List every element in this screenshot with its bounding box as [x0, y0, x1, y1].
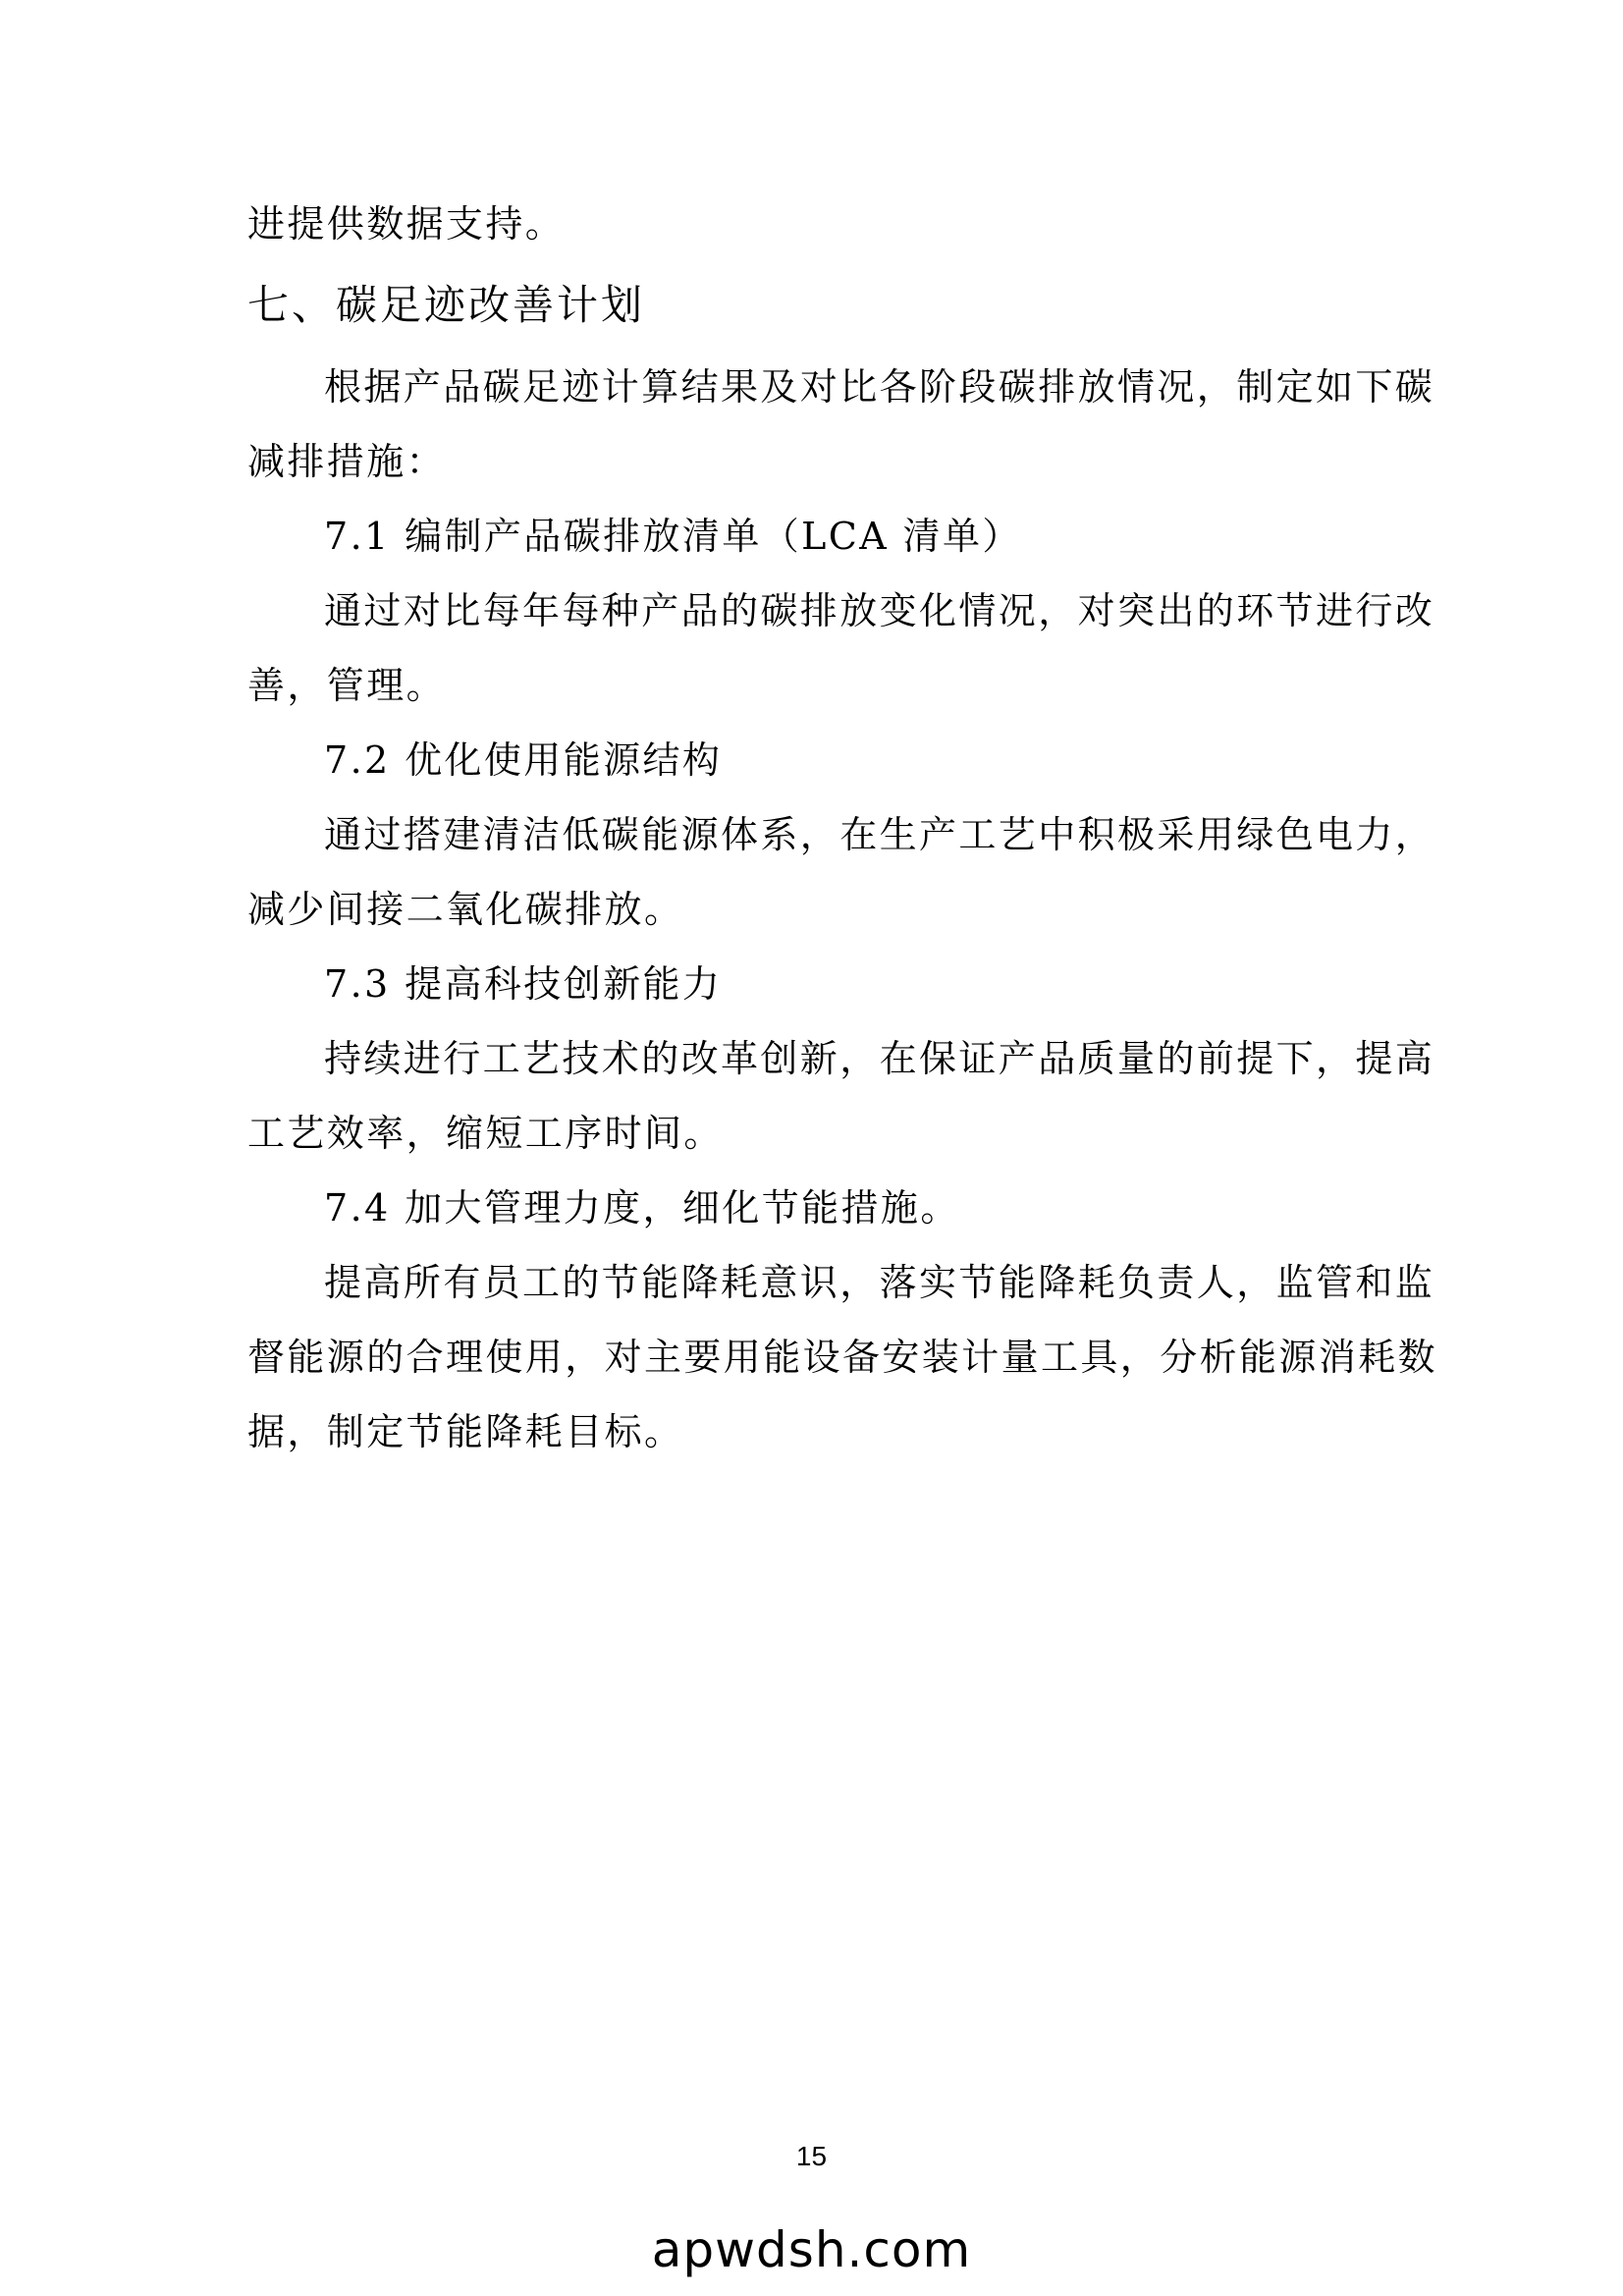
page-number: 15 [795, 2141, 828, 2171]
text-line: 督能源的合理使用，对主要用能设备安装计量工具，分析能源消耗数 [247, 1336, 1438, 1379]
text-line: 工艺效率，缩短工序时间。 [247, 1112, 724, 1155]
text-line: 据，制定节能降耗目标。 [247, 1410, 684, 1453]
text-line: 通过对比每年每种产品的碳排放变化情况，对突出的环节进行改 [324, 589, 1435, 632]
subsection-heading: 7.1 编制产品碳排放清单（LCA 清单） [324, 515, 1022, 558]
text-line: 减少间接二氧化碳排放。 [247, 888, 684, 931]
text-line: 善，管理。 [247, 664, 447, 707]
text-line: 持续进行工艺技术的改革创新，在保证产品质量的前提下，提高 [324, 1037, 1435, 1080]
text-line: 根据产品碳足迹计算结果及对比各阶段碳排放情况，制定如下碳 [324, 365, 1435, 409]
subsection-heading: 7.4 加大管理力度，细化节能措施。 [324, 1186, 960, 1230]
watermark-text: apwdsh.com [651, 2221, 972, 2278]
text-line: 进提供数据支持。 [247, 202, 566, 246]
document-body [247, 187, 1438, 1469]
subsection-heading: 7.2 优化使用能源结构 [324, 738, 723, 782]
text-line: 通过搭建清洁低碳能源体系，在生产工艺中积极采用绿色电力， [324, 813, 1435, 856]
text-line: 减排措施： [247, 440, 447, 483]
section-heading: 七、碳足迹改善计划 [247, 281, 646, 329]
subsection-heading: 7.3 提高科技创新能力 [324, 962, 723, 1006]
text-line: 提高所有员工的节能降耗意识，落实节能降耗负责人，监管和监 [324, 1261, 1435, 1304]
